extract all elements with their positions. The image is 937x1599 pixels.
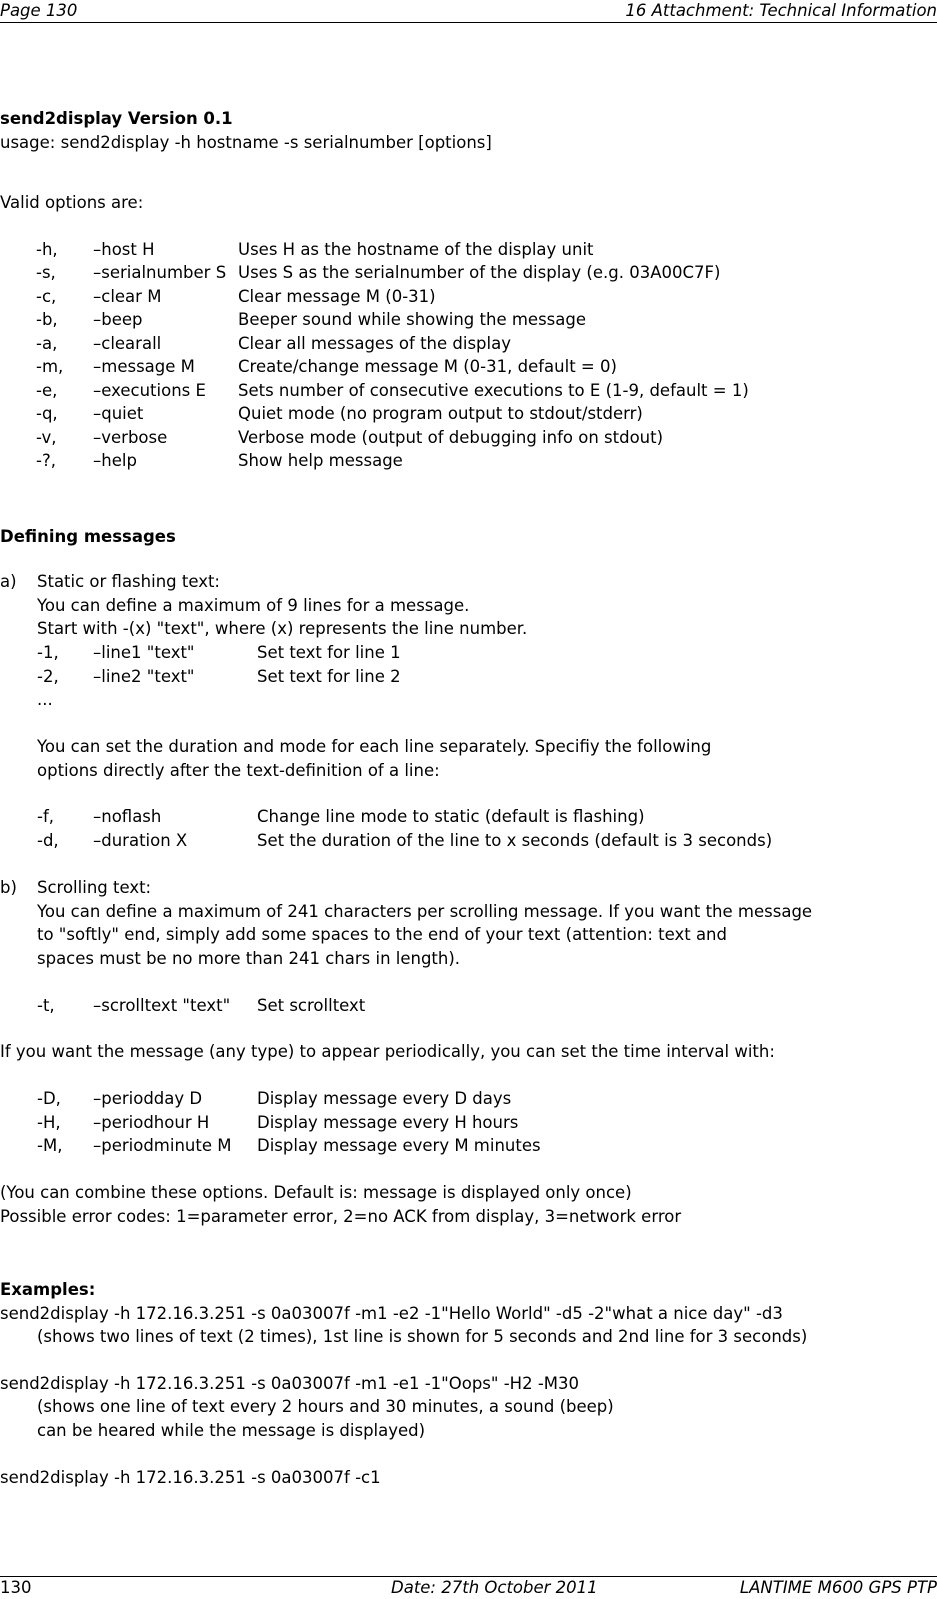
option-short: -1, (37, 643, 59, 662)
option-desc: Uses S as the serialnumber of the display (e.g. 03A00C7F) (238, 263, 721, 282)
combine-note: (You can combine these options. Default is: message is displayed only once) (0, 1183, 632, 1202)
option-short: -t, (37, 996, 55, 1015)
option-short: -d, (37, 831, 59, 850)
option-desc: Change line mode to static (default is flashing) (257, 807, 645, 826)
example-command: send2display -h 172.16.3.251 -s 0a03007f -m1 -e2 -1"Hello World" -d5 -2"what a nice day" -d3 (0, 1304, 783, 1323)
valid-options-label: Valid options are: (0, 193, 144, 212)
option-desc: Verbose mode (output of debugging info on stdout) (238, 428, 664, 447)
header-chapter-title: 16 Attachment: Technical Information (625, 1, 937, 20)
option-long: –quiet (93, 404, 144, 423)
option-short: -b, (36, 310, 58, 329)
footer-product-name: LANTIME M600 GPS PTP (739, 1578, 937, 1597)
option-long: –periodhour H (93, 1113, 210, 1132)
option-long: –executions E (93, 381, 206, 400)
option-long: –host H (93, 240, 155, 259)
option-desc: Uses H as the hostname of the display unit (238, 240, 594, 259)
option-desc: Set text for line 1 (257, 643, 401, 662)
option-long: –line1 "text" (93, 643, 195, 662)
section-a-line: You can define a maximum of 9 lines for a message. (37, 596, 470, 615)
option-desc: Set scrolltext (257, 996, 366, 1015)
section-b-line: You can define a maximum of 241 characters per scrolling message. If you want the message (37, 902, 813, 921)
section-a-paragraph: options directly after the text-definition of a line: (37, 761, 440, 780)
option-desc: Show help message (238, 451, 403, 470)
option-desc: Display message every H hours (257, 1113, 519, 1132)
option-short: -?, (36, 451, 56, 470)
option-short: -e, (36, 381, 58, 400)
option-desc: Set text for line 2 (257, 667, 401, 686)
option-desc: Clear all messages of the display (238, 334, 511, 353)
option-short: -2, (37, 667, 59, 686)
footer-date: Date: 27th October 2011 (391, 1578, 598, 1597)
option-desc: Display message every D days (257, 1089, 512, 1108)
option-desc: Beeper sound while showing the message (238, 310, 586, 329)
error-codes: Possible error codes: 1=parameter error, 2=no ACK from display, 3=network error (0, 1207, 682, 1226)
footer-page-number: 130 (0, 1578, 32, 1597)
ellipsis: ... (37, 690, 53, 709)
example-command: send2display -h 172.16.3.251 -s 0a03007f -c1 (0, 1468, 381, 1487)
option-long: –clear M (93, 287, 162, 306)
option-desc: Sets number of consecutive executions to E (1-9, default = 1) (238, 381, 749, 400)
option-desc: Quiet mode (no program output to stdout/stderr) (238, 404, 643, 423)
defining-messages-heading: Defining messages (0, 527, 176, 546)
section-a-paragraph: You can set the duration and mode for each line separately. Specifiy the following (37, 737, 712, 756)
examples-heading: Examples: (0, 1280, 96, 1299)
option-short: -H, (37, 1113, 61, 1132)
option-long: –serialnumber S (93, 263, 227, 282)
periodic-intro: If you want the message (any type) to appear periodically, you can set the time interval with: (0, 1042, 775, 1061)
example-command: send2display -h 172.16.3.251 -s 0a03007f -m1 -e1 -1"Oops" -H2 -M30 (0, 1374, 580, 1393)
option-short: -f, (37, 807, 55, 826)
usage-line: usage: send2display -h hostname -s serialnumber [options] (0, 133, 492, 152)
option-short: -q, (36, 404, 58, 423)
option-desc: Set the duration of the line to x seconds (default is 3 seconds) (257, 831, 773, 850)
option-long: –beep (93, 310, 143, 329)
option-long: –periodminute M (93, 1136, 232, 1155)
option-long: –periodday D (93, 1089, 203, 1108)
option-long: –scrolltext "text" (93, 996, 231, 1015)
option-long: –message M (93, 357, 195, 376)
section-a-marker: a) (0, 572, 17, 591)
option-desc: Clear message M (0-31) (238, 287, 436, 306)
option-short: -v, (36, 428, 57, 447)
option-long: –line2 "text" (93, 667, 195, 686)
option-short: -m, (36, 357, 64, 376)
option-short: -a, (36, 334, 58, 353)
program-title: send2display Version 0.1 (0, 109, 233, 128)
option-long: –help (93, 451, 137, 470)
section-a-title: Static or flashing text: (37, 572, 220, 591)
section-b-title: Scrolling text: (37, 878, 152, 897)
section-a-line: Start with -(x) "text", where (x) represents the line number. (37, 619, 528, 638)
header-page-number: Page 130 (0, 1, 78, 20)
option-short: -c, (36, 287, 57, 306)
example-note: (shows two lines of text (2 times), 1st line is shown for 5 seconds and 2nd line for 3 seconds) (37, 1327, 808, 1346)
option-long: –clearall (93, 334, 162, 353)
section-b-marker: b) (0, 878, 17, 897)
section-b-line: spaces must be no more than 241 chars in length). (37, 949, 461, 968)
option-long: –verbose (93, 428, 168, 447)
option-short: -M, (37, 1136, 63, 1155)
example-note: (shows one line of text every 2 hours and 30 minutes, a sound (beep) (37, 1397, 614, 1416)
option-short: -h, (36, 240, 58, 259)
page-footer (0, 1576, 937, 1599)
option-desc: Display message every M minutes (257, 1136, 541, 1155)
option-short: -s, (36, 263, 56, 282)
example-note: can be heared while the message is displayed) (37, 1421, 426, 1440)
section-b-line: to "softly" end, simply add some spaces to the end of your text (attention: text and (37, 925, 727, 944)
option-long: –duration X (93, 831, 188, 850)
option-desc: Create/change message M (0-31, default = 0) (238, 357, 617, 376)
page-header (0, 0, 937, 23)
option-long: –noflash (93, 807, 162, 826)
option-short: -D, (37, 1089, 61, 1108)
